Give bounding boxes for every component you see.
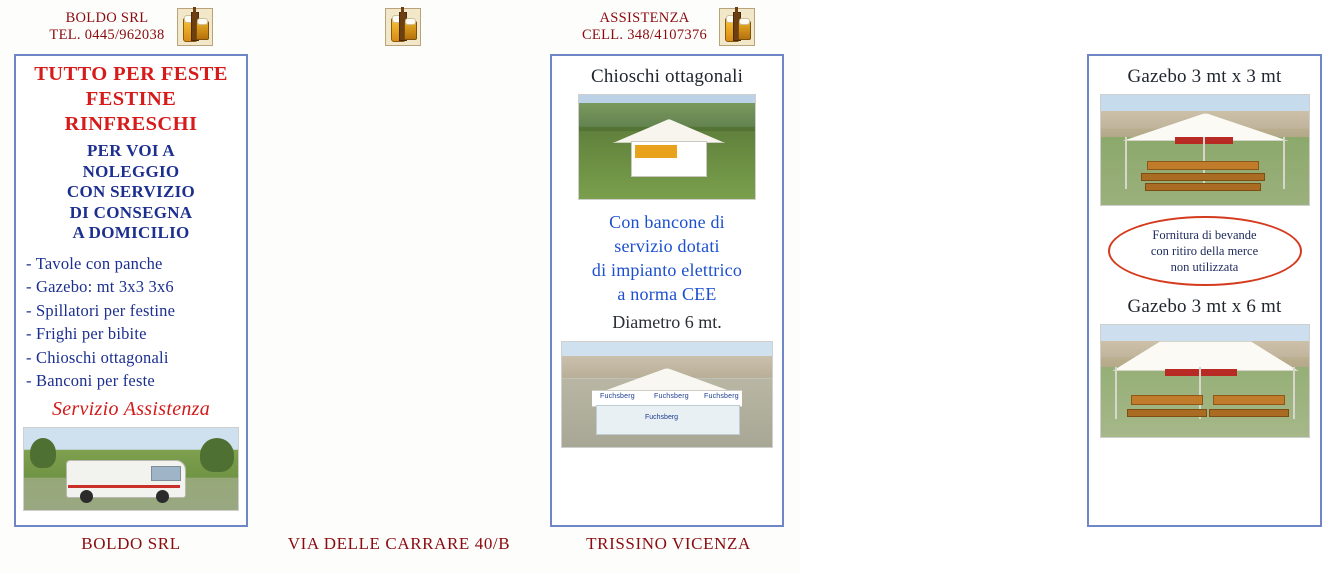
assistance-phone: CELL. 348/4107376 (581, 27, 708, 43)
beverage-supply-callout (1108, 216, 1302, 286)
red-heading-line-1: TUTTO PER FESTE (34, 63, 228, 85)
beer-mug-logo-icon (177, 8, 213, 46)
callout-line-1: Fornitura di bevande (1152, 228, 1257, 242)
blue-heading-line-2: NOLEGGIO (82, 161, 180, 181)
right-card (1087, 54, 1322, 527)
gazebo-3x3-title: Gazebo 3 mt x 3 mt (1127, 66, 1282, 87)
gazebo-3x3-photo (1100, 94, 1310, 206)
red-heading-line-2: FESTINE (85, 88, 177, 110)
company-name: BOLDO SRL (65, 10, 149, 26)
right-header-text (582, 8, 707, 44)
red-heading-line-3: RINFRESCHI (64, 113, 198, 135)
list-item: - Spillatori per festine (26, 300, 176, 320)
list-item: - Gazebo: mt 3x3 3x6 (26, 277, 174, 296)
left-blue-heading (16, 141, 246, 244)
right-header (537, 8, 800, 52)
blue-text-line-3: di impianto elettrico (591, 260, 743, 280)
list-item: - Tavole con panche (26, 253, 163, 273)
diameter-label: Diametro 6 mt. (612, 312, 722, 332)
kiosk-brand-label: Fuchsberg (654, 393, 689, 400)
blue-heading-line-4: DI CONSEGNA (69, 202, 193, 222)
delivery-van-photo (23, 427, 239, 511)
kiosk-brand-label: Fuchsberg (600, 393, 635, 400)
blue-heading-line-5: A DOMICILIO (72, 223, 190, 242)
beer-mug-logo-icon (385, 8, 421, 46)
left-card (14, 54, 248, 527)
service-assistance-label: Servizio Assistenza (51, 397, 211, 420)
callout-line-3: non utilizzata (1170, 260, 1239, 274)
callout-line-2: con ritiro della merce (1150, 244, 1259, 258)
column-right (537, 0, 1282, 573)
middle-header (268, 8, 530, 52)
list-item: - Banconi per feste (26, 371, 155, 390)
company-phone: TEL. 0445/962038 (49, 27, 165, 43)
blue-heading-line-3: CON SERVIZIO (66, 182, 196, 201)
middle-title: Chioschi ottagonali (590, 66, 744, 87)
assistance-label: ASSISTENZA (599, 10, 690, 26)
blue-heading-line-1: PER VOI A (86, 141, 175, 160)
middle-footer: VIA DELLE CARRARE 40/B (287, 534, 511, 553)
list-item: - Frighi per bibite (26, 324, 147, 343)
kiosk-brand-label: Fuchsberg (704, 393, 739, 400)
right-footer: TRISSINO VICENZA (586, 534, 751, 553)
column-left (0, 0, 262, 573)
left-bullet-list (26, 252, 246, 393)
kiosk-brand-label: Fuchsberg (645, 414, 679, 421)
gazebo-3x6-title: Gazebo 3 mt x 6 mt (1127, 296, 1282, 317)
list-item: - Chioschi ottagonali (26, 347, 169, 367)
left-footer: BOLDO SRL (81, 534, 181, 553)
blue-text-line-4: a norma CEE (617, 284, 717, 304)
left-header (0, 8, 262, 52)
gazebo-3x6-photo (1100, 324, 1310, 438)
blue-text-line-1: Con bancone di (609, 212, 725, 232)
left-red-heading (16, 62, 246, 137)
left-header-text (49, 8, 164, 44)
blue-text-line-2: servizio dotati (614, 236, 720, 256)
beer-mug-logo-icon (719, 8, 755, 46)
